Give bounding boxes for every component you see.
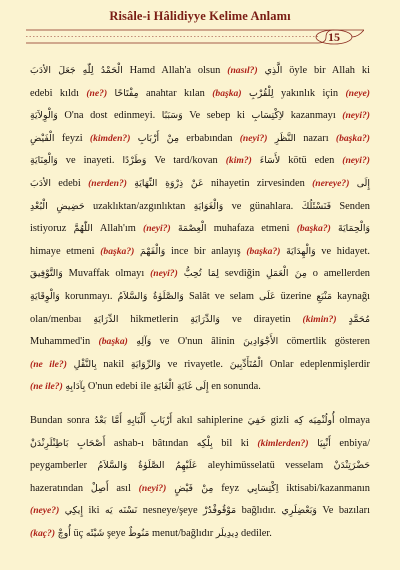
meaning-text: O'nun edebi ile: [85, 381, 154, 393]
text-line: [30, 173, 370, 196]
meaning-text: yakınlık için: [273, 87, 346, 99]
meaning-text: Ve bazıları: [316, 505, 370, 517]
arabic-word: الأَجْوَادِينَ: [243, 336, 279, 348]
grammar-question: (başka): [98, 336, 128, 348]
text-line: [30, 433, 370, 456]
arabic-word: وَالْهِدَايَةَ: [286, 245, 316, 257]
paragraph-gap: [30, 399, 370, 410]
grammar-question: (ne ile?): [30, 381, 63, 393]
text-line: [30, 354, 370, 377]
meaning-text: [107, 88, 114, 99]
arabic-word: حَضِيضِ الْبُعْدِ: [30, 200, 85, 212]
text-line: [30, 500, 370, 523]
grammar-question: (ne ile?): [30, 358, 67, 370]
arabic-word: الْعِصْمَةَ: [177, 223, 207, 235]
header-ornament-frame: [26, 28, 364, 46]
arabic-word: إِلَى غَايَةِ الْغَايَةِ: [153, 381, 209, 393]
grammar-question: (neyi?): [342, 110, 370, 122]
text-line: [30, 376, 370, 399]
meaning-text: ince bir anlayış: [165, 245, 247, 257]
arabic-word: بِلْكِه: [196, 437, 213, 449]
meaning-text: anahtar kılan: [138, 87, 213, 99]
meaning-text: feyz: [213, 482, 247, 494]
text-line: [30, 523, 370, 546]
arabic-word: لاِكْتِسَابِ: [251, 110, 285, 122]
arabic-word: وَسَبَبًا: [161, 110, 183, 122]
meaning-text: öyle bir Allah ki: [282, 65, 370, 76]
text-line: [30, 105, 370, 128]
text-line: [30, 60, 370, 83]
meaning-text: uzaklıktan/azgınlıktan: [84, 200, 194, 212]
grammar-question: (nasıl?): [227, 65, 258, 76]
arabic-word: أَنْبِيَا: [317, 437, 331, 449]
meaning-text: [67, 359, 74, 370]
arabic-word: مَنْبَعِ: [316, 290, 332, 302]
meaning-text: erbabından: [178, 132, 240, 144]
arabic-word: فَنَسْئَلُكَ: [301, 200, 332, 212]
arabic-word: بِآدَابِهِ: [65, 381, 86, 393]
arabic-word: الْفَيْضِ: [30, 132, 55, 144]
arabic-word: أَمَّا بَعْدُ: [94, 414, 123, 426]
meaning-text: hazeratından: [30, 482, 91, 494]
text-line: [30, 218, 370, 241]
arabic-word: وَالْوِقَايَةِ: [30, 290, 60, 302]
arabic-word: مِنْ فَيْضٍ: [174, 482, 214, 494]
meaning-text: peygamberler: [30, 460, 98, 472]
arabic-word: أَصِلْ: [90, 482, 109, 494]
arabic-word: خَفِيَ: [247, 414, 266, 426]
arabic-word: وَالْوِلاَيَةِ: [30, 110, 58, 122]
arabic-word: وَالدِّرَايَةِ: [190, 313, 220, 325]
arabic-word: بَاطِنْلَرِنْدَنْ: [30, 437, 69, 449]
meaning-text: ve rivayetle.: [160, 358, 230, 370]
arabic-word: وَالْغَوَايَةِ: [193, 200, 224, 212]
text-line: [30, 128, 370, 151]
meaning-text: [309, 438, 318, 449]
grammar-question: (kim?): [225, 155, 252, 167]
meaning-text: nakil: [96, 358, 131, 370]
meaning-text: Muhammed'in: [30, 336, 99, 348]
arabic-word: وَالْحِمَايَةَ: [338, 223, 370, 235]
meaning-text: üç: [70, 527, 86, 539]
arabic-word: الدِّرَايَةِ: [93, 313, 119, 325]
arabic-word: وَالتَّوْفِيقَ: [30, 268, 63, 280]
grammar-question: (neyi?): [150, 268, 178, 280]
grammar-question: (başka?): [335, 132, 370, 144]
text-line: [30, 455, 370, 478]
meaning-text: en sonunda.: [208, 381, 261, 393]
arabic-word: عَلَى: [259, 290, 276, 302]
grammar-question: (neyi?): [239, 132, 268, 144]
meaning-text: bağlıdır.: [236, 505, 282, 517]
meaning-text: olmaya: [334, 414, 370, 426]
arabic-word: مَوْقُوفْدُرْ: [203, 505, 237, 517]
arabic-word: جَعَلَ الأدَبَ: [30, 65, 76, 76]
meaning-text: kötü eden: [280, 155, 343, 167]
grammar-question: (neyi?): [143, 223, 171, 235]
arabic-word: أَصْحَابِ: [77, 437, 106, 449]
arabic-word: مُحَمَّدٍ: [348, 313, 370, 325]
arabic-word: وَالصَّلَوٰةُ وَالسَّلاَمُ: [117, 290, 184, 302]
meaning-text: Salât ve selam: [183, 290, 260, 302]
arabic-word: بِالنَّقْلِ: [73, 358, 97, 370]
text-line: [30, 286, 370, 309]
meaning-text: olan/menbaı: [30, 313, 94, 325]
arabic-word: إِيكِي: [64, 505, 83, 517]
grammar-question: (kimden?): [89, 132, 131, 144]
meaning-text: nazarı: [295, 132, 336, 144]
meaning-text: Onlar edeplenmişlerdir: [263, 358, 370, 370]
arabic-word: نَسْنَه يَه: [104, 505, 138, 517]
meaning-text: enbiya/: [330, 437, 370, 449]
arabic-word: مِنَ الْعَمَلِ: [265, 268, 307, 280]
meaning-text: ve O'nun âlinin: [151, 336, 244, 348]
arabic-word: لأَسَاءَ: [259, 155, 281, 167]
meaning-text: [242, 88, 249, 99]
meaning-text: üzerine: [275, 290, 317, 302]
meaning-text: edebi: [50, 177, 89, 189]
arabic-word: وَآلِهِ: [136, 336, 152, 348]
grammar-question: (neye?): [30, 505, 60, 517]
grammar-question: (nerden?): [88, 177, 127, 189]
grammar-question: (kaç?): [30, 527, 56, 539]
meaning-text: edebi kıldı: [30, 87, 87, 99]
arabic-word: الْحَمْدُ لِلّٰهِ: [82, 65, 123, 76]
arabic-word: الأدَبَ: [30, 177, 51, 189]
meaning-text: Allah'ım: [92, 223, 144, 235]
meaning-text: ashab-ı bâtından: [105, 437, 197, 449]
grammar-question: (kimlerden?): [257, 437, 309, 449]
meaning-text: Senden: [331, 200, 370, 212]
arabic-word: عَلَيْهِمُ الصَّلَوٰةُ وَالسَّلاَمُ: [97, 460, 198, 472]
text-line: [30, 150, 370, 173]
arabic-word: وَالْعِنَايَةِ: [30, 155, 58, 167]
meaning-text: istiyoruz: [30, 223, 74, 235]
arabic-word: وَالرِّوَايَةِ: [130, 358, 161, 370]
meaning-text: himaye etmeni: [30, 245, 101, 257]
grammar-question: (başka?): [296, 223, 331, 235]
meaning-text: iktisabi/kazanmanın: [278, 482, 370, 494]
meaning-text: aleyhimüsselatü vesselam: [197, 460, 334, 472]
meaning-text: sevdiğin: [218, 268, 266, 280]
grammar-question: (neyi?): [138, 482, 167, 494]
meaning-text: [130, 133, 137, 144]
meaning-text: o amellerden: [306, 268, 371, 280]
grammar-question: (başka?): [100, 245, 135, 257]
arabic-word: دِيدِيلَر: [215, 527, 239, 539]
arabic-word: اللّٰهُمَّ: [73, 223, 93, 235]
page-number: 15: [328, 30, 340, 44]
meaning-text: [171, 223, 178, 234]
meaning-text: akıl sahiplerine: [172, 414, 248, 426]
arabic-word: حَضْرَتِنْدَنْ: [333, 460, 371, 472]
arabic-word: مِنْ أَرْبَابِ: [137, 132, 179, 144]
arabic-word: الْمُتَأَدِّبِينَ: [229, 358, 264, 370]
meaning-text: asıl: [108, 482, 139, 494]
text-line: [30, 309, 370, 332]
arabic-word: مِفْتَاحًا: [114, 87, 139, 99]
meaning-text: bil ki: [212, 437, 258, 449]
meaning-text: O'na dost edinmeyi.: [57, 110, 162, 122]
grammar-question: (başka?): [246, 245, 281, 257]
grammar-question: (neye): [345, 87, 370, 99]
meaning-text: [337, 314, 349, 325]
text-line: [30, 241, 370, 264]
arabic-word: لِمَا تُحِبُّ: [183, 268, 219, 280]
text-line: [30, 331, 370, 354]
arabic-word: عَنْ ذِرْوَةِ النِّهَايَةِ: [134, 177, 204, 189]
grammar-question: (neyi?): [342, 155, 370, 167]
grammar-question: (kimin?): [302, 313, 337, 325]
meaning-text: Ve sebep ki: [182, 110, 252, 122]
arabic-word: أُوچْ: [57, 527, 71, 539]
meaning-text: nesneye/şeye: [137, 505, 204, 517]
meaning-text: [128, 336, 136, 347]
meaning-text: menut/bağlıdır: [149, 527, 216, 539]
arabic-word: شَيْئَه: [85, 527, 105, 539]
meaning-text: Ve tard/kovan: [146, 155, 226, 167]
meaning-text: dediler.: [238, 527, 272, 539]
meaning-text: Bundan sonra: [30, 414, 95, 426]
meaning-text: [331, 223, 338, 234]
grammar-question: (başka): [212, 87, 242, 99]
text-line: [30, 478, 370, 501]
arabic-word: وَالْفَهْمَ: [140, 245, 166, 257]
arabic-word: أَرْبَابِ أَلْبَابِهِ: [126, 414, 173, 426]
text-line: [30, 196, 370, 219]
text-line: [30, 410, 370, 433]
arabic-word: النَّظَرِ: [274, 132, 296, 144]
meaning-text: gizli: [265, 414, 294, 426]
text-line: [30, 263, 370, 286]
meaning-text: kazanmayı: [284, 110, 343, 122]
arabic-word: وَبَعْضِلَرِي: [281, 505, 317, 517]
meaning-text: [252, 155, 260, 166]
body-text: [30, 60, 370, 545]
meaning-text: ve hidayet.: [315, 245, 370, 257]
meaning-text: nihayetin zirvesinden: [203, 177, 313, 189]
running-header-title: Risâle-i Hâlidiyye Kelime Anlamı: [109, 9, 291, 23]
arabic-word: لِلْقُرْبِ: [248, 87, 274, 99]
meaning-text: hikmetlerin: [118, 313, 191, 325]
meaning-text: korunmayı.: [59, 290, 118, 302]
meaning-text: ve günahlara.: [223, 200, 302, 212]
arabic-word: وَطَرْدًا: [122, 155, 147, 167]
meaning-text: [76, 65, 83, 76]
meaning-text: kaynağı: [332, 290, 370, 302]
meaning-text: şeye: [104, 527, 129, 539]
grammar-question: (ne?): [86, 87, 108, 99]
arabic-word: أُولُنْمِيَه كِه: [293, 414, 335, 426]
meaning-text: [258, 65, 265, 76]
meaning-text: [267, 133, 274, 144]
meaning-text: ve inayeti.: [57, 155, 123, 167]
meaning-text: muhafaza etmeni: [206, 223, 297, 235]
meaning-text: [349, 178, 356, 189]
arabic-word: إِلَى: [356, 177, 370, 189]
meaning-text: Muvaffak olmayı: [62, 268, 151, 280]
meaning-text: cömertlik gösteren: [278, 336, 370, 348]
arabic-word: الَّذِي: [264, 65, 283, 76]
text-line: [30, 83, 370, 106]
meaning-text: iki: [83, 505, 105, 517]
meaning-text: ve dirayetin: [219, 313, 303, 325]
arabic-word: مَنُوطٌ: [128, 527, 150, 539]
arabic-word: اِكْتِسَابِي: [246, 482, 279, 494]
meaning-text: Hamd Allah'a olsun: [122, 65, 228, 76]
meaning-text: feyzi: [54, 132, 90, 144]
meaning-text: [68, 438, 77, 449]
grammar-question: (nereye?): [312, 177, 350, 189]
